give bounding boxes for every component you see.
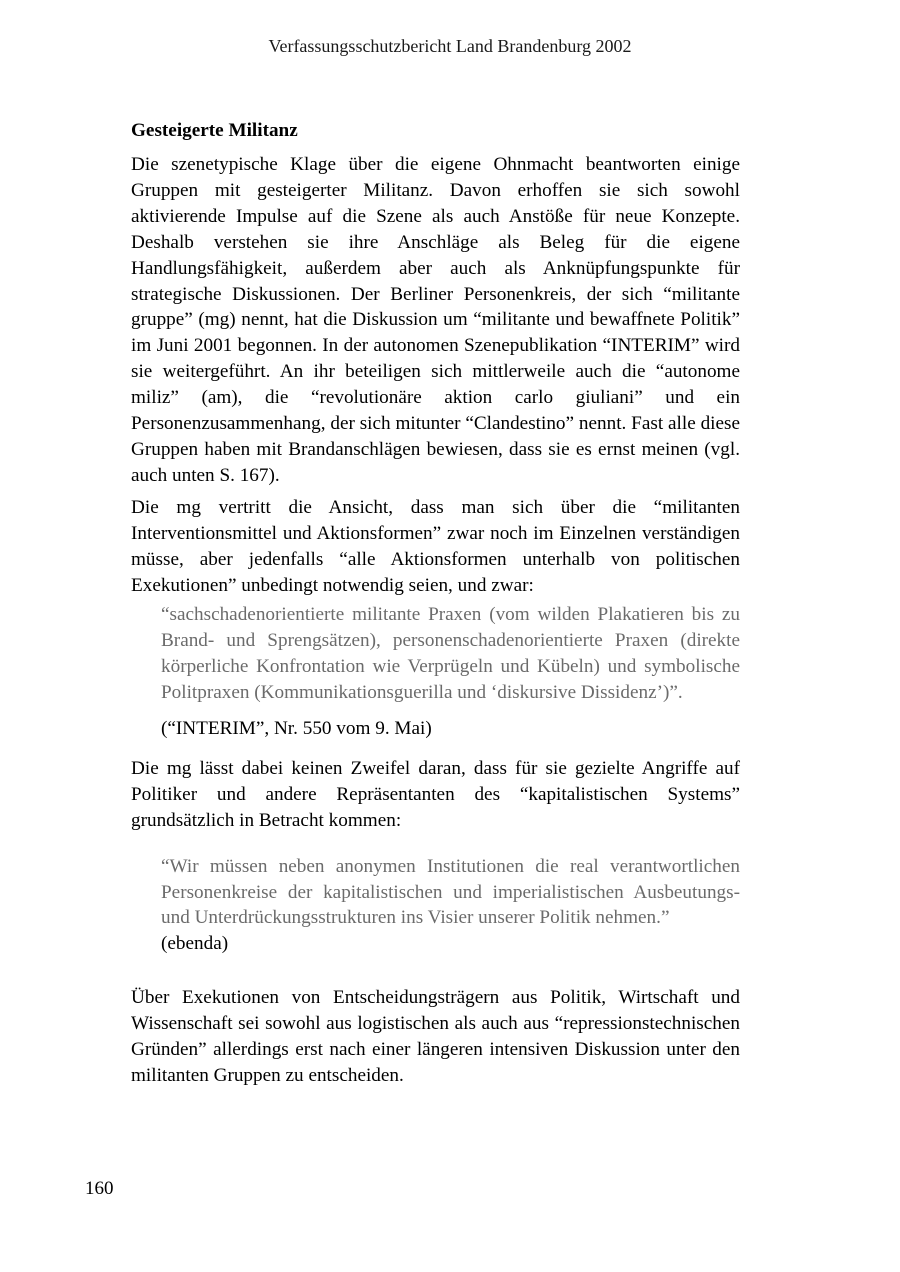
- block-quote-praxen: “sachschadenorientierte militante Praxen (vom wilden Plakatieren bis zu Brand- und Sprengsätzen), personenschadenorientierte Praxen (direkte körperliche Konfrontation wie Verprügeln und Kübeln) und symbolische Politpraxen (Kommunikationsguerilla und ‘diskursive Dissidenz’)”.: [161, 604, 740, 704]
- paragraph-militanz-intro: Die szenetypische Klage über die eigene Ohnmacht beantworten einige Gruppen mit gesteigerter Militanz. Davon erhoffen sie sich sowohl aktivierende Impulse auf die Szene als auch Anstöße für neue Konzepte. Deshalb verstehen sie ihre Anschläge als Beleg für die eigene Handlungsfähigkeit, außerdem aber auch als Anknüpfungspunkte für strategische Diskussionen. Der Berliner Personenkreis, der sich “militante gruppe” (mg) nennt, hat die Diskussion um “militante und bewaffnete Politik” im Juni 2001 begonnen. In der autonomen Szenepublikation “INTERIM” wird sie weitergeführt. An ihr beteiligen sich mittlerweile auch die “autonome miliz” (am), die “revolutionäre aktion carlo giuliani” und ein Personenzusammenhang, der sich mitunter “Clandestino” nennt. Fast alle diese Gruppen haben mit Brandanschlägen bewiesen, dass sie es ernst meinen (vgl. auch unten S. 167).: [131, 154, 740, 486]
- paragraph-exekutionen: Über Exekutionen von Entscheidungsträgern aus Politik, Wirtschaft und Wissenschaft sei sowohl aus logistischen als auch aus “repressionstechnischen Gründen” allerdings erst nach einer längeren intensiven Diskussion unter den militanten Gruppen zu entscheiden.: [131, 987, 740, 1086]
- running-header: Verfassungsschutzbericht Land Brandenburg 2002: [268, 36, 632, 56]
- page-number: 160: [85, 1178, 114, 1199]
- page-body: [131, 118, 740, 1089]
- section-heading: Gesteigerte Militanz: [131, 120, 298, 141]
- block-quote-personenkreise: “Wir müssen neben anonymen Institutionen die real verantwortlichen Personenkreise der kapitalistischen und imperialistischen Ausbeutungs- und Unterdrückungsstrukturen ins Visier unserer Politik nehmen.”: [161, 855, 740, 929]
- quote-source-ebenda: (ebenda): [161, 933, 229, 955]
- quote-source-interim: (“INTERIM”, Nr. 550 vom 9. Mai): [161, 718, 432, 740]
- paragraph-angriffe: Die mg lässt dabei keinen Zweifel daran, dass für sie gezielte Angriffe auf Politiker und andere Repräsentanten des “kapitalistischen Systems” grundsätzlich in Betracht kommen:: [131, 757, 740, 831]
- paragraph-mg-ansicht: Die mg vertritt die Ansicht, dass man sich über die “militanten Interventionsmittel und Aktionsformen” zwar noch im Einzelnen verständigen müsse, aber jedenfalls “alle Aktionsformen unterhalb von politischen Exekutionen” unbedingt notwendig seien, und zwar:: [131, 496, 740, 596]
